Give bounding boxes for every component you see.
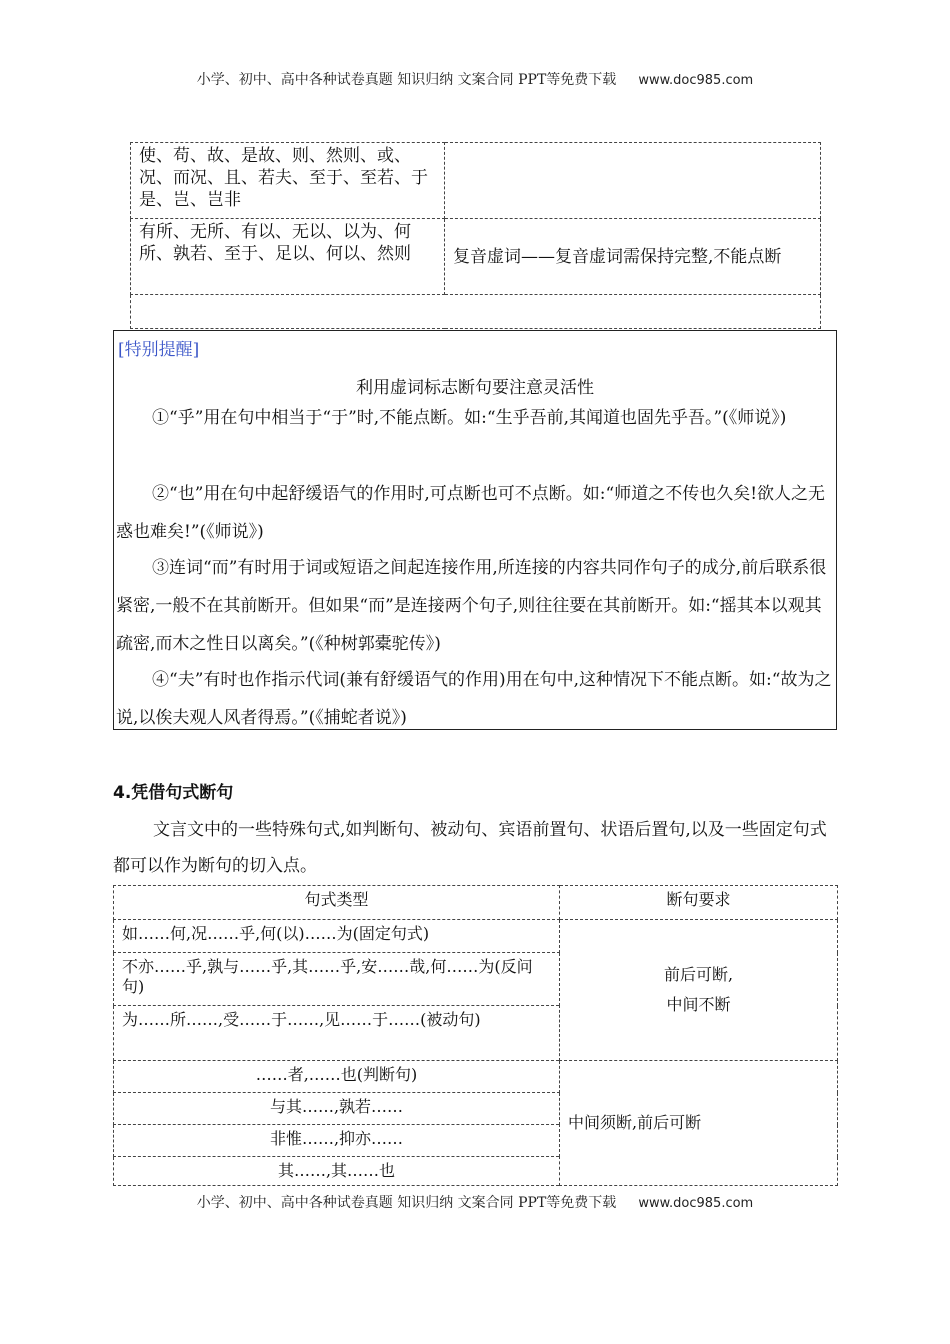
table-cell: 与其……,孰若……: [114, 1093, 560, 1125]
table-cell: 为……所……,受……于……,见……于……(被动句): [114, 1006, 560, 1061]
table-row: [131, 143, 821, 219]
table-cell: 其……,其……也: [114, 1157, 560, 1186]
table-row: [114, 920, 838, 953]
requirement-cell: 中间须断,前后可断: [560, 1061, 838, 1186]
footer-url[interactable]: www.doc985.com: [638, 1196, 754, 1211]
footer-text: 小学、初中、高中各种试卷真题 知识归纳 文案合同 PPT等免费下载: [196, 1195, 617, 1211]
function-words-table: [130, 142, 821, 329]
header-url[interactable]: www.doc985.com: [638, 73, 754, 88]
table-row: [114, 1061, 838, 1093]
special-reminder-box: [113, 330, 837, 730]
table-row: [131, 219, 821, 295]
sentence-pattern-table: [113, 885, 838, 1186]
section-heading: 4.凭借句式断句: [113, 783, 234, 803]
header-text: 小学、初中、高中各种试卷真题 知识归纳 文案合同 PPT等免费下载: [196, 72, 617, 88]
table-cell: 复音虚词——复音虚词需保持完整,不能点断: [445, 219, 821, 295]
column-header: 句式类型: [114, 886, 560, 920]
table-cell: 如……何,况……乎,何(以)……为(固定句式): [114, 920, 560, 953]
reminder-item-3: ③连词“而”有时用于词或短语之间起连接作用,所连接的内容共同作句子的成分,前后联系很紧密,一般不在其前断开。但如果“而”是连接两个句子,则往往要在其前断开。如:“摇其本以观其疏密,而木之性日以离矣。”(《种树郭橐驼传》): [116, 558, 827, 654]
table-cell: ……者,……也(判断句): [114, 1061, 560, 1093]
requirement-cell: [560, 920, 838, 1061]
table-cell: 使、苟、故、是故、则、然则、或、况、而况、且、若夫、至于、至若、于是、岂、岂非: [131, 143, 445, 219]
reminder-subtitle: 利用虚词标志断句要注意灵活性: [356, 378, 594, 398]
reminder-label: [特别提醒]: [118, 340, 200, 360]
section-intro: 文言文中的一些特殊句式,如判断句、被动句、宾语前置句、状语后置句,以及一些固定句式都可以作为断句的切入点。: [113, 820, 827, 876]
reminder-item-4: ④“夫”有时也作指示代词(兼有舒缓语气的作用)用在句中,这种情况下不能点断。如:“故为之说,以俟夫观人风者得焉。”(《捕蛇者说》): [116, 670, 832, 728]
page-header: [0, 69, 950, 89]
column-header: 断句要求: [560, 886, 838, 920]
table-cell: 不亦……乎,孰与……乎,其……乎,安……哉,何……为(反问句): [114, 953, 560, 1006]
table-header-row: [114, 886, 838, 920]
reminder-item-1: ①“乎”用在句中相当于“于”时,不能点断。如:“生乎吾前,其闻道也固先乎吾。”(《师说》): [152, 408, 787, 428]
requirement-line: 前后可断,: [663, 965, 734, 984]
table-row: [131, 295, 821, 329]
reminder-item-2: ②“也”用在句中起舒缓语气的作用时,可点断也可不点断。如:“师道之不传也久矣!欲人之无惑也难矣!”(《师说》): [116, 484, 826, 542]
page-footer: [0, 1192, 950, 1212]
requirement-line: 中间不断: [666, 995, 731, 1014]
table-cell: 非惟……,抑亦……: [114, 1125, 560, 1157]
table-cell: 有所、无所、有以、无以、以为、何所、孰若、至于、足以、何以、然则: [131, 219, 445, 295]
table-cell: [445, 143, 821, 219]
table-cell: [131, 295, 821, 329]
